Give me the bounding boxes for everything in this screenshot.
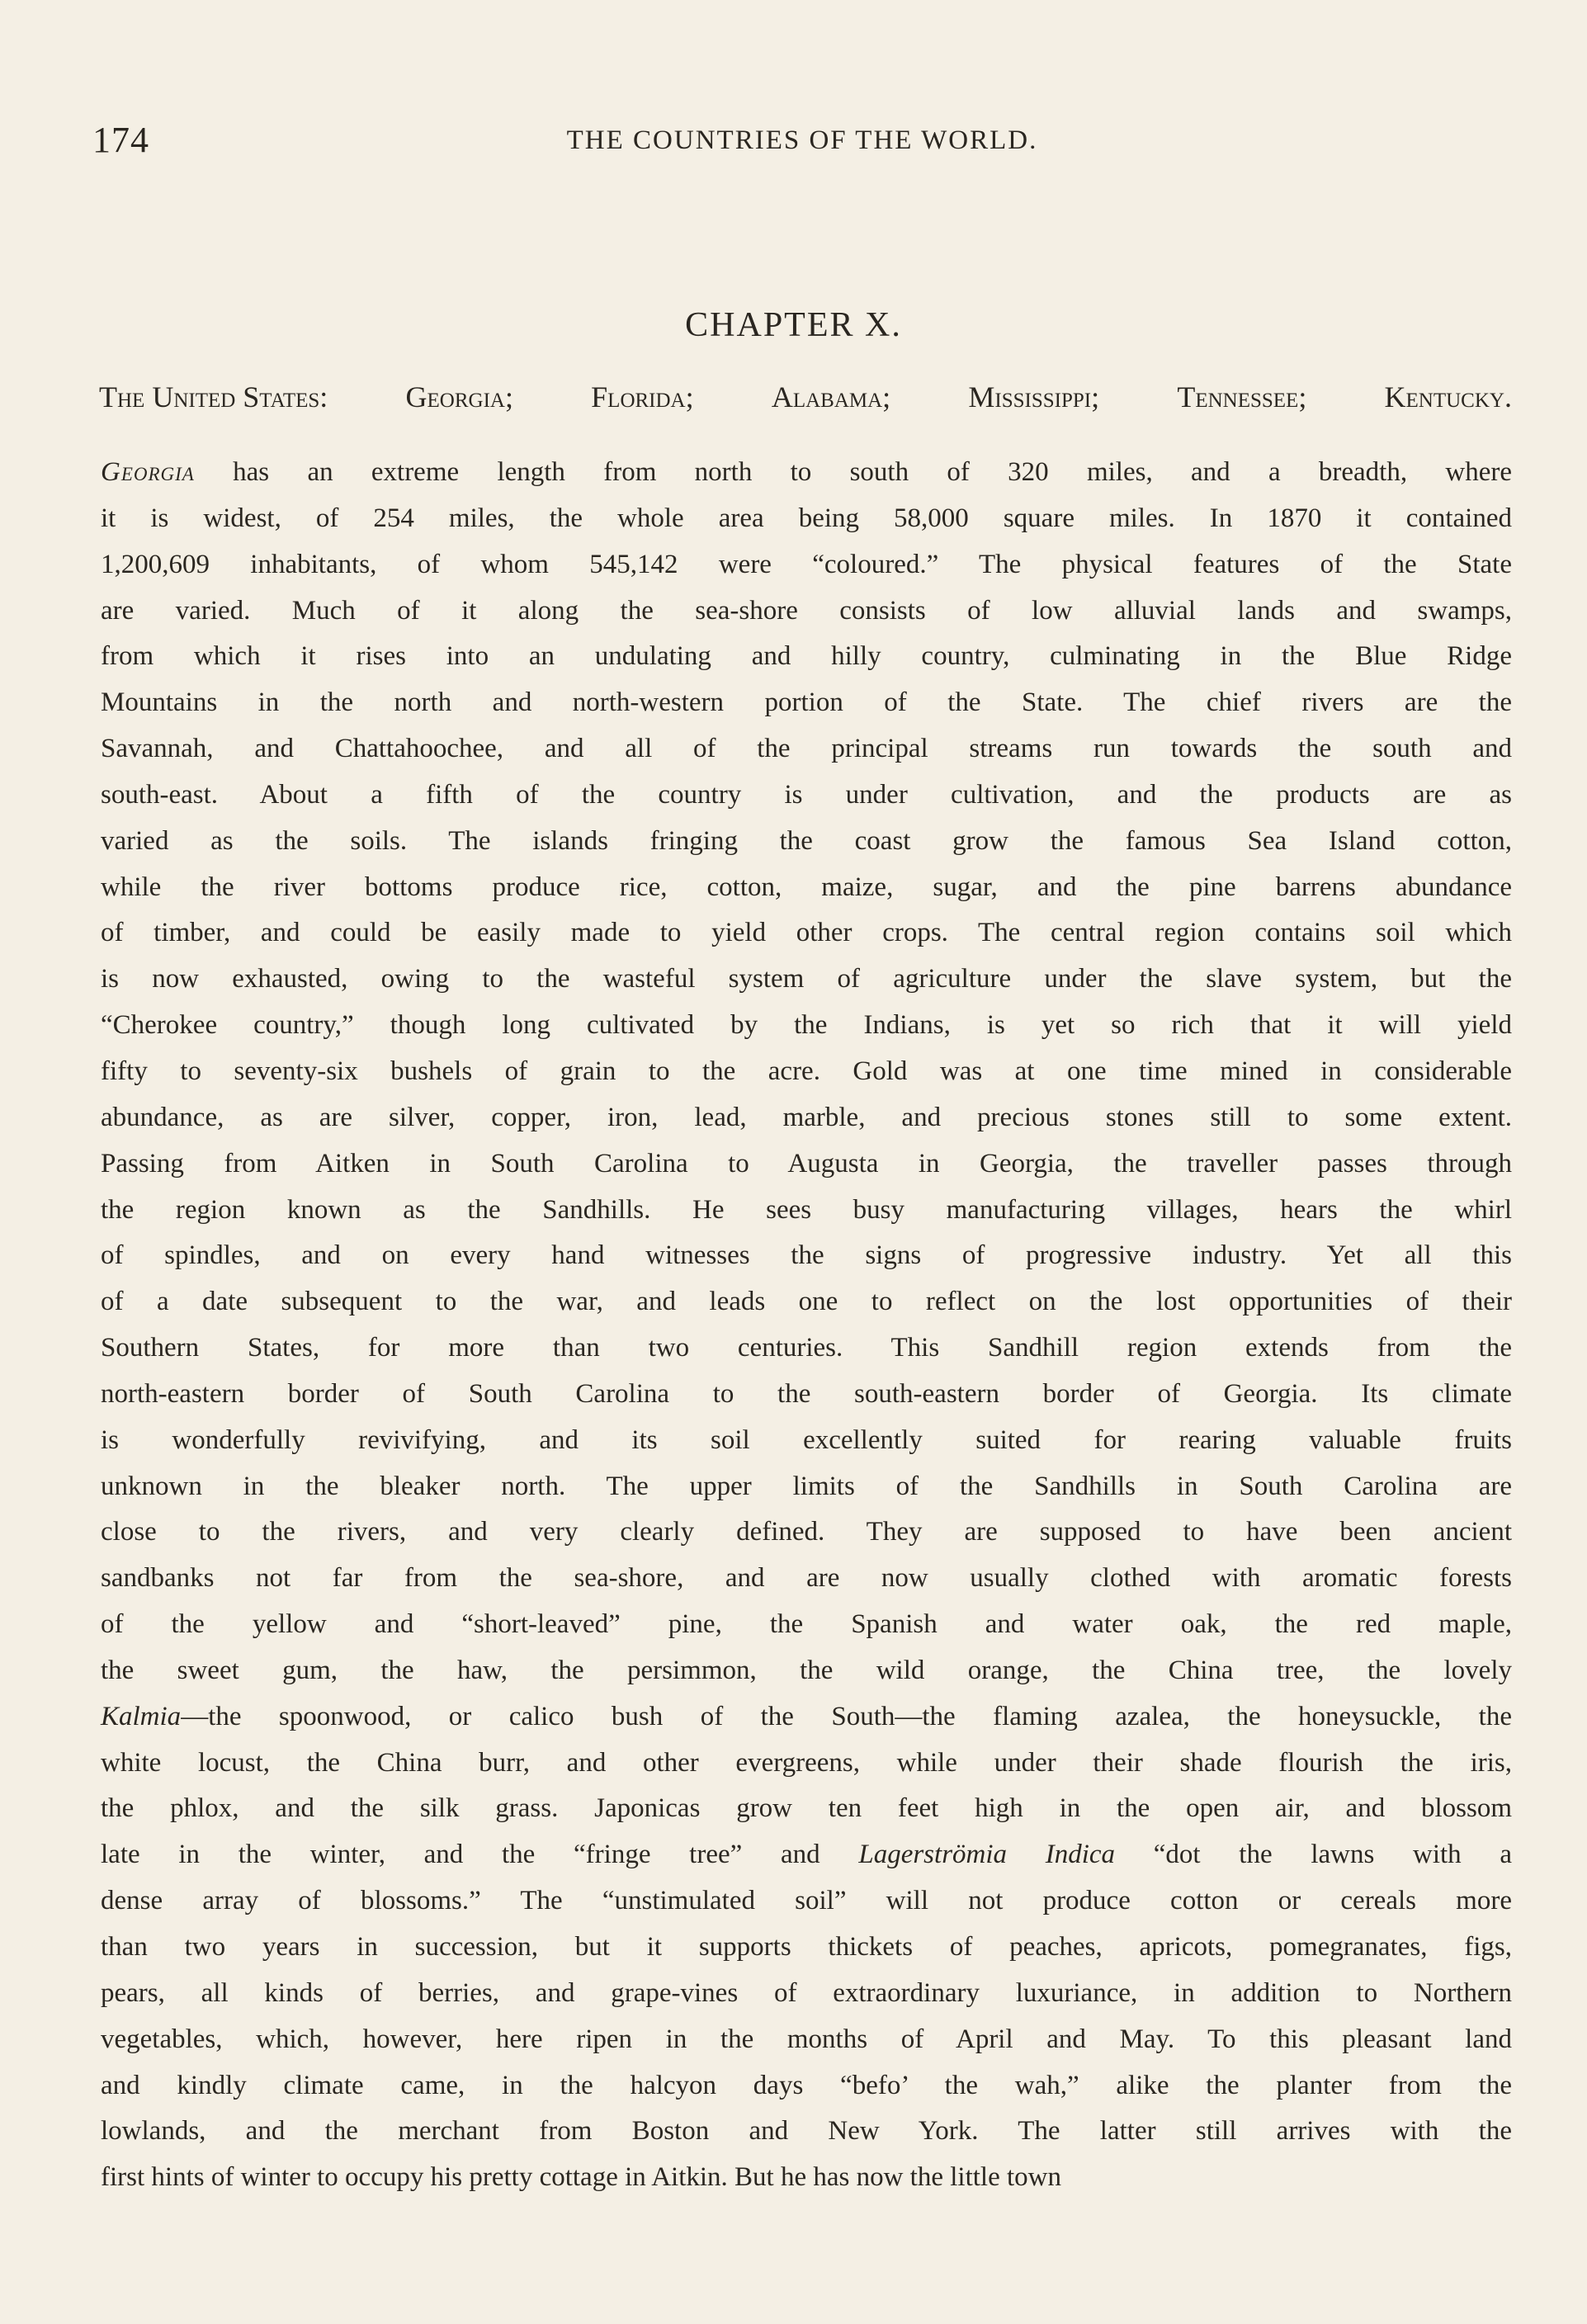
text-line: lowlands, and the merchant from Boston and New York. The latter still arrives with the	[101, 2116, 1512, 2147]
text-line: late in the winter, and the “fringe tree” and Lagerströmia Indica “dot the lawns with a	[101, 1840, 1513, 1870]
text-line: fifty to seventy-six bushels of grain to the acre. Gold was at one time mined in considerable	[101, 1056, 1512, 1086]
text-line: first hints of winter to occupy his pretty cottage in Aitkin. But he has now the little town	[101, 2162, 1061, 2193]
chapter-subtitle	[99, 376, 1512, 418]
text-line: and kindly climate came, in the halcyon days “befo’ the wah,” alike the planter from the	[101, 2070, 1512, 2100]
text-line: pears, all kinds of berries, and grape-vines of extraordinary luxuriance, in addition to Northern	[101, 1977, 1512, 2008]
text-line: are varied. Much of it along the sea-shore consists of low alluvial lands and swamps,	[101, 595, 1512, 626]
text-line: of the yellow and “short-leaved” pine, the Spanish and water oak, the red maple,	[101, 1609, 1512, 1640]
italic-term: Kalmia	[101, 1701, 182, 1731]
text-line: vegetables, which, however, here ripen in the months of April and May. To this pleasant land	[101, 2024, 1512, 2054]
text-line: close to the rivers, and very clearly defined. They are supposed to have been ancient	[101, 1517, 1512, 1547]
text-line: “Cherokee country,” though long cultivated by the Indians, is yet so rich that it will yield	[101, 1010, 1512, 1041]
text-line: of spindles, and on every hand witnesses the signs of progressive industry. Yet all this	[101, 1240, 1512, 1271]
subtitle-part: Florida;	[591, 380, 694, 413]
text-line: 1,200,609 inhabitants, of whom 545,142 were “coloured.” The physical features of the State	[101, 549, 1512, 579]
lead-word: Georgia	[101, 457, 195, 487]
text-line: unknown in the bleaker north. The upper limits of the Sandhills in South Carolina are	[101, 1471, 1512, 1501]
page-number: 174	[92, 120, 149, 160]
text-line: south-east. About a fifth of the country is under cultivation, and the products are as	[101, 779, 1512, 810]
text-line: the phlox, and the silk grass. Japonicas grow ten feet high in the open air, and blossom	[101, 1793, 1512, 1824]
text-line: Southern States, for more than two centuries. This Sandhill region extends from the	[101, 1333, 1512, 1363]
text-line: dense array of blossoms.” The “unstimulated soil” will not produce cotton or cereals more	[101, 1886, 1512, 1916]
text-line: Mountains in the north and north-western portion of the State. The chief rivers are the	[101, 687, 1512, 718]
body-paragraph	[101, 450, 1512, 2201]
text-line: white locust, the China burr, and other evergreens, while under their shade flourish the iris,	[101, 1747, 1512, 1778]
text-line: while the river bottoms produce rice, cotton, maize, sugar, and the pine barrens abundance	[101, 872, 1512, 902]
text-line: sandbanks not far from the sea-shore, and are now usually clothed with aromatic forests	[101, 1563, 1512, 1594]
text-line: abundance, as are silver, copper, iron, lead, marble, and precious stones still to some extent.	[101, 1102, 1512, 1132]
chapter-title: CHAPTER X.	[685, 306, 902, 344]
text-line: the sweet gum, the haw, the persimmon, the wild orange, the China tree, the lovely	[101, 1655, 1512, 1685]
text-line: north-eastern border of South Carolina to the south-eastern border of Georgia. Its climate	[101, 1378, 1512, 1409]
subtitle-part: Kentucky.	[1384, 380, 1512, 413]
text-line: than two years in succession, but it supports thickets of peaches, apricots, pomegranates, figs,	[101, 1932, 1512, 1962]
text-line: it is widest, of 254 miles, the whole area being 58,000 square miles. In 1870 it contained	[101, 503, 1512, 533]
text-line: Savannah, and Chattahoochee, and all of the principal streams run towards the south and	[101, 734, 1512, 764]
subtitle-part: Mississippi;	[968, 380, 1100, 413]
text-line: Passing from Aitken in South Carolina to Augusta in Georgia, the traveller passes through	[101, 1148, 1512, 1179]
text-line: is now exhausted, owing to the wasteful system of agriculture under the slave system, but the	[101, 964, 1512, 994]
italic-term: Lagerströmia Indica	[858, 1840, 1116, 1870]
text-line: of timber, and could be easily made to yield other crops. The central region contains soil which	[101, 918, 1512, 948]
text-line: Georgia has an extreme length from north to south of 320 miles, and a breadth, where	[101, 457, 1512, 487]
text-line: Kalmia—the spoonwood, or calico bush of the South—the flaming azalea, the honeysuckle, the	[101, 1701, 1512, 1731]
running-title: THE COUNTRIES OF THE WORLD.	[566, 125, 1038, 155]
text-line: from which it rises into an undulating and hilly country, culminating in the Blue Ridge	[101, 641, 1512, 672]
text-line: the region known as the Sandhills. He sees busy manufacturing villages, hears the whirl	[101, 1194, 1512, 1225]
subtitle-part: Tennessee;	[1177, 380, 1307, 413]
text-line: is wonderfully revivifying, and its soil excellently suited for rearing valuable fruits	[101, 1424, 1512, 1455]
text-line: of a date subsequent to the war, and leads one to reflect on the lost opportunities of their	[101, 1287, 1512, 1317]
subtitle-part: Georgia;	[405, 380, 513, 413]
subtitle-part: The United States:	[99, 380, 328, 413]
subtitle-part: Alabama;	[771, 380, 891, 413]
text-line: varied as the soils. The islands fringing the coast grow the famous Sea Island cotton,	[101, 825, 1512, 856]
running-head	[92, 120, 1512, 161]
